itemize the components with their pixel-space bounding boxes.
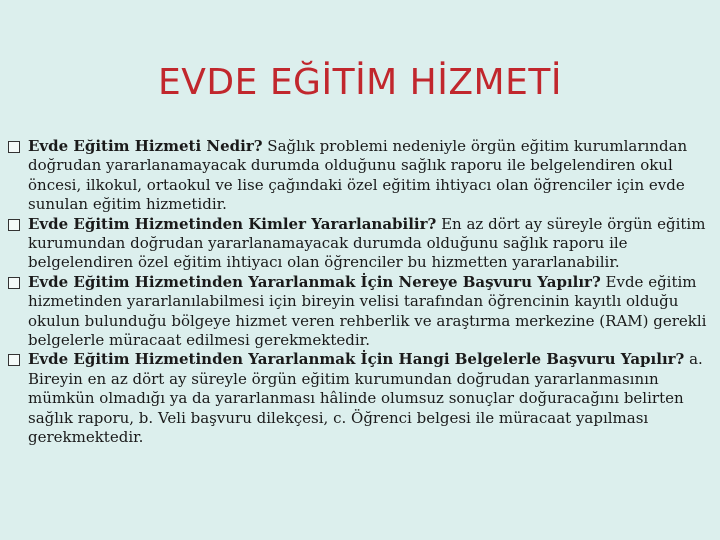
bullet-box-icon xyxy=(8,141,20,153)
bullet-item xyxy=(8,350,714,447)
bullet-answer: Sağlık problemi nedeniyle örgün eğitim kurumlarından doğrudan yararlanamayacak durumda olduğunu sağlık raporu ile belgelendiren okul öncesi, ilkokul, ortaokul ve lise çağındaki özel eğitim ihtiyacı olan öğrenciler için evde sunulan eğitim hizmetidir. xyxy=(28,137,688,214)
slide-content xyxy=(8,137,714,448)
bullet-answer: Evde eğitim hizmetinden yararlanılabilmesi için bireyin velisi tarafından öğrencinin kayıtlı olduğu okulun bulunduğu bölgeye hizmet veren rehberlik ve araştırma merkezine (RAM) gerekli belgelerle müracaat edilmesi gerekmektedir. xyxy=(28,272,707,350)
bullet-item xyxy=(8,215,714,273)
bullet-answer: a. Bireyin en az dört ay süreyle örgün eğitim kurumundan doğrudan yararlanmasının mümkün olmadığı ya da yararlanması hâlinde olumsuz sonuçlar doğuracağını belirten sağlık raporu, b. Veli başvuru dilekçesi, c. Öğrenci belgesi ile müracaat yapılması gerekmektedir. xyxy=(28,350,703,447)
bullet-question: Evde Eğitim Hizmetinden Kimler Yararlanabilir? xyxy=(28,214,437,233)
bullet-question: Evde Eğitim Hizmetinden Yararlanmak İçin Hangi Belgelerle Başvuru Yapılır? xyxy=(28,350,685,369)
bullet-answer: En az dört ay süreyle örgün eğitim kurumundan doğrudan yararlanamayacak durumda olduğunu sağlık raporu ile belgelendiren özel eğitim ihtiyacı olan öğrenciler bu hizmetten yararlanabilir. xyxy=(28,214,706,272)
bullet-item xyxy=(8,273,714,351)
slide-title: EVDE EĞİTİM HİZMETİ xyxy=(158,62,562,103)
bullet-box-icon xyxy=(8,354,20,366)
bullet-question: Evde Eğitim Hizmetinden Yararlanmak İçin Nereye Başvuru Yapılır? xyxy=(28,272,601,291)
bullet-item xyxy=(8,137,714,215)
bullet-question: Evde Eğitim Hizmeti Nedir? xyxy=(28,137,263,155)
bullet-box-icon xyxy=(8,219,20,231)
bullet-box-icon xyxy=(8,277,20,289)
